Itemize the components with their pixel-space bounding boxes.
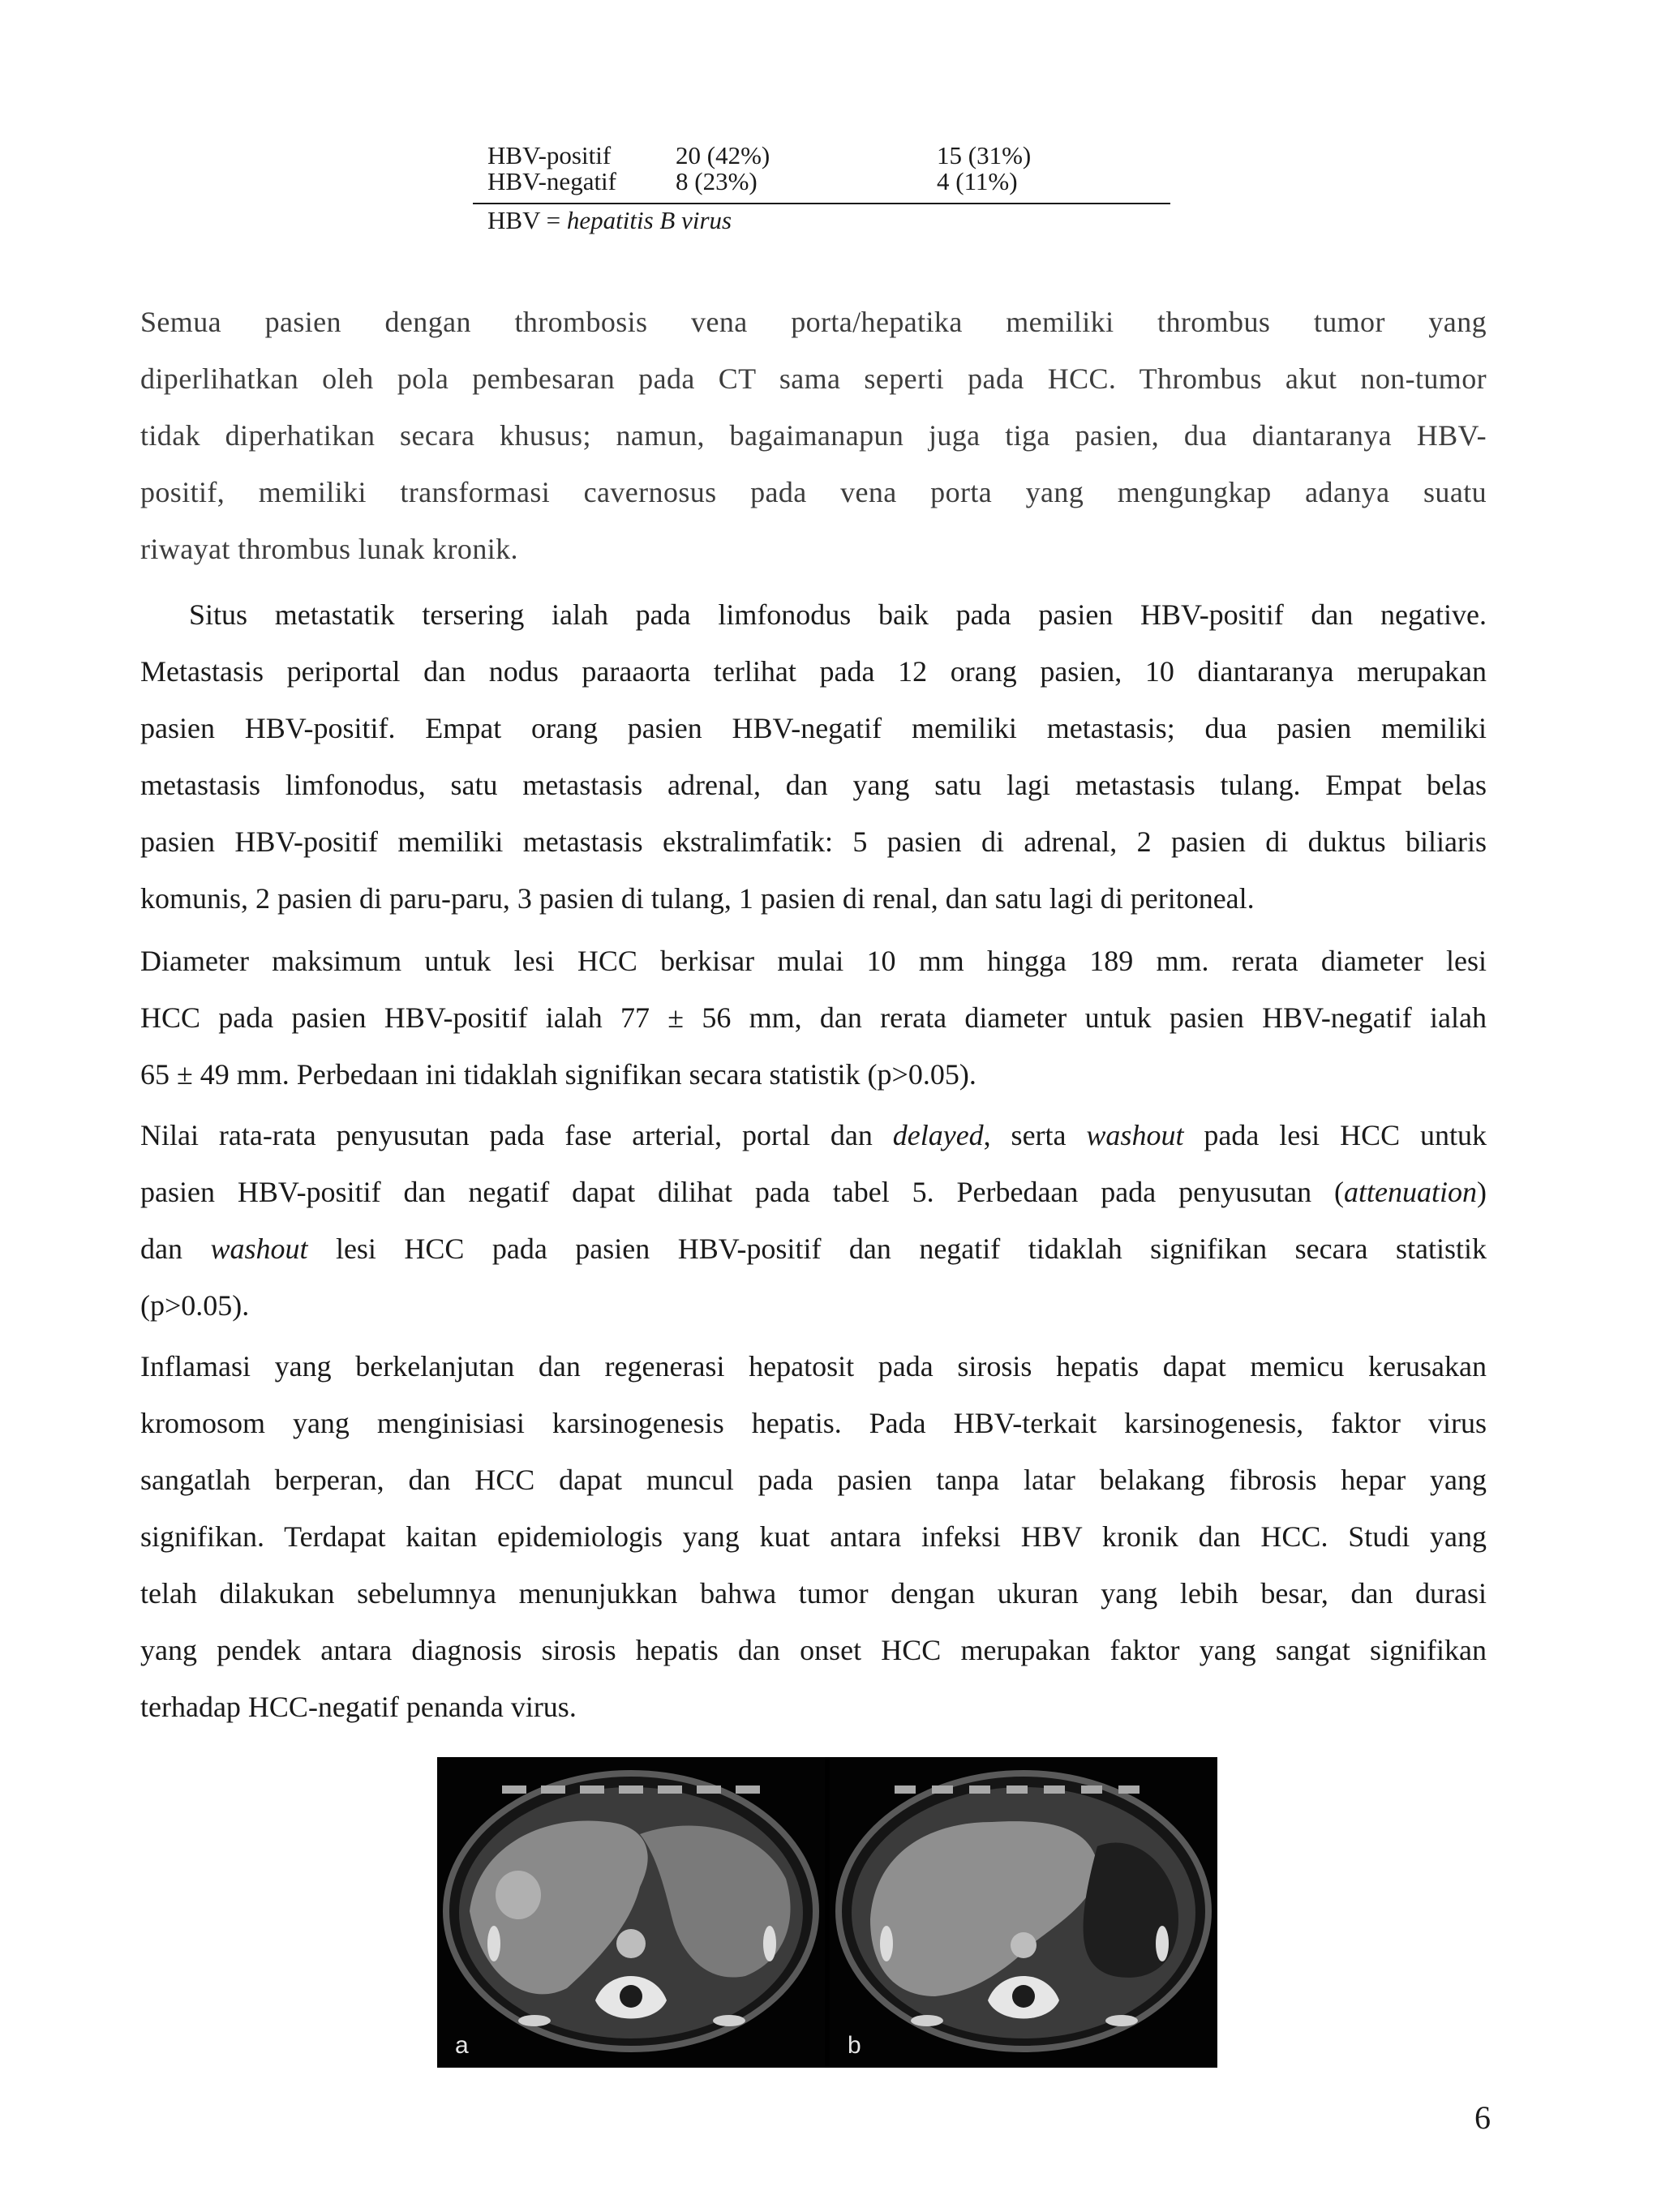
- text-line: sangatlah berperan, dan HCC dapat muncul pada pasien tanpa latar belakang fibrosis hepar yang: [140, 1464, 1487, 1496]
- text-line: riwayat thrombus lunak kronik.: [140, 533, 518, 565]
- text-run: ): [1477, 1176, 1487, 1208]
- text-line: 65 ± 49 mm. Perbedaan ini tidaklah signifikan secara statistik (p>0.05).: [140, 1058, 976, 1091]
- italic-term: attenuation: [1344, 1176, 1477, 1208]
- text-line: pasien HBV-positif. Empat orang pasien HBV-negatif memiliki metastasis; dua pasien memiliki: [140, 712, 1487, 744]
- footnote-abbr: HBV =: [487, 206, 567, 234]
- ct-scan-panel-b: [830, 1757, 1217, 2068]
- text-run: pasien HBV-positif dan negatif dapat dilihat pada tabel 5. Perbedaan pada penyusutan (: [140, 1176, 1344, 1208]
- text-line: Situs metastatik tersering ialah pada limfonodus baik pada pasien HBV-positif dan negative.: [189, 598, 1487, 631]
- table-row: [473, 143, 1170, 169]
- paragraph-thrombosis: [140, 294, 1487, 577]
- ct-scan-panel-a: [437, 1757, 825, 2068]
- text-line: metastasis limfonodus, satu metastasis adrenal, dan yang satu lagi metastasis tulang. Empat belas: [140, 769, 1487, 801]
- text-line: kromosom yang menginisiasi karsinogenesis hepatis. Pada HBV-terkait karsinogenesis, faktor virus: [140, 1407, 1487, 1439]
- table-footnote: [487, 208, 732, 234]
- panel-label: b: [848, 2032, 861, 2059]
- italic-term: delayed: [892, 1119, 984, 1151]
- text-line: signifikan. Terdapat kaitan epidemiologis yang kuat antara infeksi HBV kronik dan HCC. Studi yang: [140, 1520, 1487, 1553]
- table-cell-label: HBV-positif: [487, 141, 612, 169]
- text-line: [140, 1164, 1487, 1220]
- text-line: terhadap HCC-negatif penanda virus.: [140, 1691, 577, 1723]
- table-row: [473, 169, 1170, 195]
- page-number: 6: [1474, 2099, 1491, 2136]
- text-line: (p>0.05).: [140, 1289, 250, 1322]
- text-line: Diameter maksimum untuk lesi HCC berkisar mulai 10 mm hingga 189 mm. rerata diameter lesi: [140, 945, 1487, 977]
- ct-figure: [437, 1757, 1217, 2068]
- italic-term: washout: [1086, 1119, 1184, 1151]
- text-line: telah dilakukan sebelumnya menunjukkan bahwa tumor dengan ukuran yang lebih besar, dan durasi: [140, 1577, 1487, 1610]
- text-line: Inflamasi yang berkelanjutan dan regenerasi hepatosit pada sirosis hepatis dapat memicu kerusakan: [140, 1350, 1487, 1382]
- table-cell-value: 8 (23%): [676, 167, 758, 195]
- italic-term: washout: [210, 1232, 308, 1265]
- text-line: diperlihatkan oleh pola pembesaran pada CT sama seperti pada HCC. Thrombus akut non-tumor: [140, 362, 1487, 395]
- text-line: HCC pada pasien HBV-positif ialah 77 ± 56 mm, dan rerata diameter untuk pasien HBV-negatif ialah: [140, 1001, 1487, 1034]
- text-run: pada lesi HCC untuk: [1183, 1119, 1487, 1151]
- text-run: Nilai rata-rata penyusutan pada fase arterial, portal dan: [140, 1119, 893, 1151]
- paragraph-attenuation: [140, 1107, 1487, 1334]
- table-fragment: [473, 141, 1170, 234]
- paragraph-metastasis: [140, 586, 1487, 927]
- text-run: lesi HCC pada pasien HBV-positif dan negatif tidaklah signifikan secara statistik: [307, 1232, 1487, 1265]
- ct-scan-image: [830, 1757, 1217, 2068]
- text-line: yang pendek antara diagnosis sirosis hepatis dan onset HCC merupakan faktor yang sangat signifikan: [140, 1634, 1487, 1666]
- text-run: , serta: [983, 1119, 1087, 1151]
- table-cell-value: 15 (31%): [937, 141, 1032, 169]
- text-line: Metastasis periportal dan nodus paraaorta terlihat pada 12 orang pasien, 10 diantaranya merupakan: [140, 655, 1487, 688]
- paragraph-diameter: [140, 932, 1487, 1103]
- table-cell-label: HBV-negatif: [487, 167, 616, 195]
- panel-label: a: [455, 2032, 469, 2059]
- text-line: komunis, 2 pasien di paru-paru, 3 pasien di tulang, 1 pasien di renal, dan satu lagi di peritoneal.: [140, 882, 1255, 915]
- text-line: Semua pasien dengan thrombosis vena porta/hepatika memiliki thrombus tumor yang: [140, 306, 1487, 338]
- paragraph-inflammation: [140, 1338, 1487, 1735]
- text-line: positif, memiliki transformasi cavernosus pada vena porta yang mengungkap adanya suatu: [140, 476, 1487, 508]
- text-run: dan: [140, 1232, 211, 1265]
- text-line: tidak diperhatikan secara khusus; namun, bagaimanapun juga tiga pasien, dua diantaranya HBV-: [140, 419, 1487, 452]
- text-line: [140, 1220, 1487, 1277]
- footnote-expansion: hepatitis B virus: [566, 206, 732, 234]
- ct-scan-image: [437, 1757, 825, 2068]
- table-bottom-rule: [473, 203, 1170, 204]
- table-cell-value: 4 (11%): [937, 167, 1018, 195]
- text-line: [140, 1107, 1487, 1164]
- text-line: pasien HBV-positif memiliki metastasis ekstralimfatik: 5 pasien di adrenal, 2 pasien di duktus biliaris: [140, 825, 1487, 858]
- table-cell-value: 20 (42%): [676, 141, 770, 169]
